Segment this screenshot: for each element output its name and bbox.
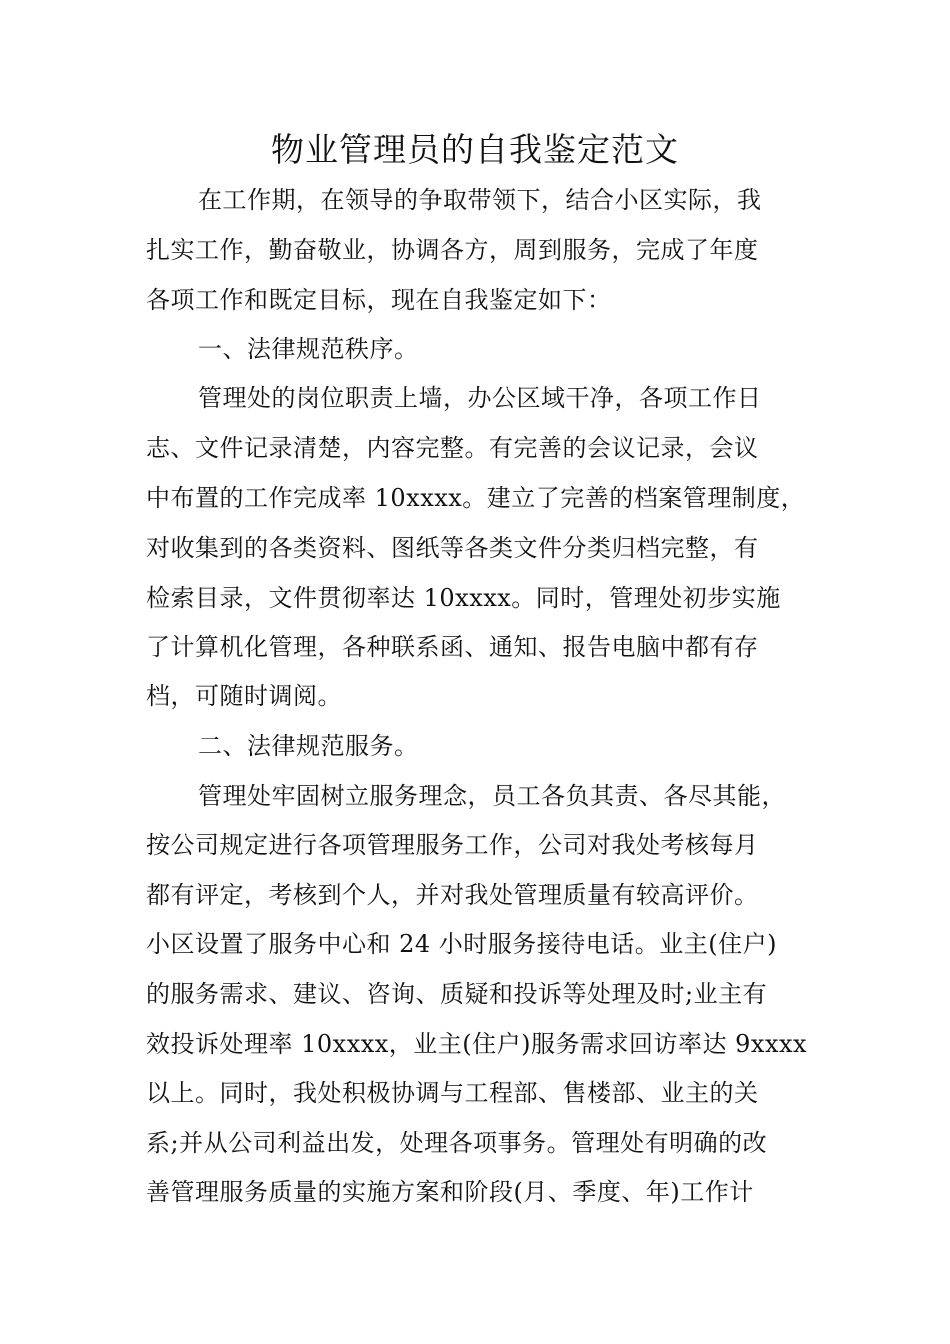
paragraph-line: 管理处牢固树立服务理念，员工各负其责、各尽其能， (198, 782, 786, 810)
document-title: 物业管理员的自我鉴定范文 (271, 130, 679, 169)
paragraph-line: 志、文件记录清楚，内容完整。有完善的会议记录，会议 (146, 434, 759, 462)
paragraph-line: 按公司规定进行各项管理服务工作，公司对我处考核每月 (146, 831, 759, 859)
paragraph-line: 都有评定，考核到个人，并对我处管理质量有较高评价。 (146, 881, 759, 909)
paragraph-line: 了计算机化管理，各种联系函、通知、报告电脑中都有存 (146, 633, 759, 661)
paragraph-line: 各项工作和既定目标，现在自我鉴定如下： (146, 286, 612, 314)
paragraph-line: 的服务需求、建议、咨询、质疑和投诉等处理及时;业主有 (146, 980, 768, 1008)
paragraph-line: 扎实工作，勤奋敬业，协调各方，周到服务，完成了年度 (146, 236, 759, 264)
paragraph-line: 以上。同时，我处积极协调与工程部、售楼部、业主的关 (146, 1079, 759, 1107)
section-heading: 二、法律规范服务。 (198, 732, 419, 760)
paragraph-line: 善管理服务质量的实施方案和阶段(月、季度、年)工作计 (146, 1178, 754, 1206)
paragraph-line: 管理处的岗位职责上墙，办公区域干净，各项工作日 (198, 384, 762, 412)
paragraph-line: 效投诉处理率 10xxxx，业主(住户)服务需求回访率达 9xxxx (146, 1030, 808, 1058)
paragraph-line: 对收集到的各类资料、图纸等各类文件分类归档完整，有 (146, 534, 759, 562)
paragraph-line: 系;并从公司利益出发，处理各项事务。管理处有明确的改 (146, 1129, 768, 1157)
paragraph-line: 档，可随时调阅。 (146, 682, 342, 710)
section-heading: 一、法律规范秩序。 (198, 335, 419, 363)
paragraph-line: 中布置的工作完成率 10xxxx。建立了完善的档案管理制度， (146, 484, 806, 512)
paragraph-line: 小区设置了服务中心和 24 小时服务接待电话。业主(住户) (146, 930, 778, 958)
paragraph-line: 在工作期，在领导的争取带领下，结合小区实际，我 (198, 186, 762, 214)
paragraph-line: 检索目录，文件贯彻率达 10xxxx。同时，管理处初步实施 (146, 584, 781, 612)
